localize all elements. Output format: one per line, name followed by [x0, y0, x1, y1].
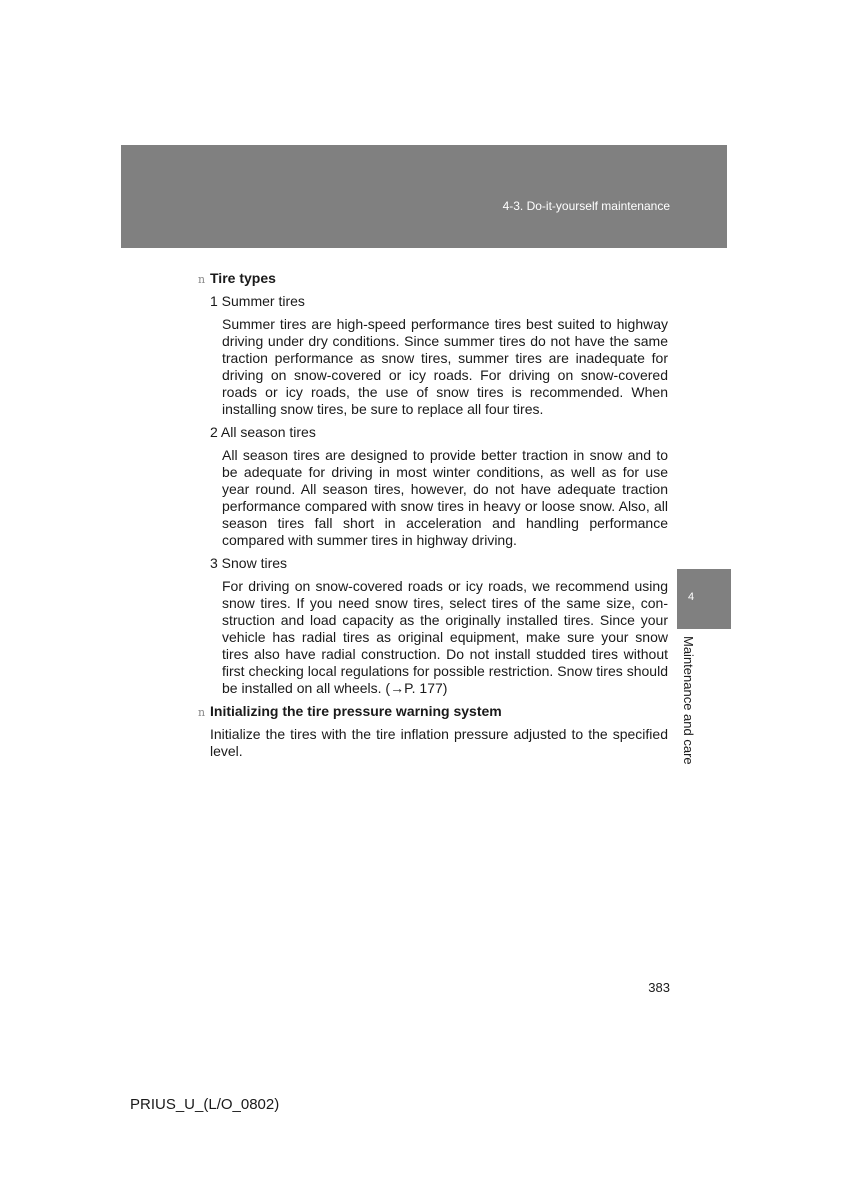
- bullet-icon: n: [198, 273, 206, 286]
- header-bar: [121, 145, 727, 248]
- item-title-all-season: 2 All season tires: [210, 424, 316, 440]
- chapter-number: 4: [688, 591, 695, 603]
- section-body-tpws: Initialize the tires with the tire inflation pressure adjusted to the specified level.: [210, 726, 668, 759]
- section-tire-types: [198, 270, 668, 697]
- chapter-tab[interactable]: [677, 569, 731, 629]
- bullet-icon: n: [198, 706, 206, 719]
- section-title: 4-3. Do-it-yourself maintenance: [502, 199, 670, 213]
- heading-text: Tire types: [210, 270, 276, 286]
- section-heading-tire-types: [198, 270, 668, 287]
- item-body-all-season: All season tires are designed to provide better traction in snow and to be adequate for driving in most winter conditions, as well as for use year round. All season tires, however, do not have adequate traction performance compared with snow tires in heavy or loose snow. Also, all season tires fall short in acceleration and handling performance compared with summer tires in highway driving.: [222, 447, 668, 548]
- heading-text: Initializing the tire pressure warning system: [210, 703, 502, 719]
- item-title-snow: 3 Snow tires: [210, 555, 288, 571]
- item-title-summer: 1 Summer tires: [210, 293, 305, 309]
- chapter-label: Maintenance and care: [681, 636, 696, 765]
- page-content: [198, 270, 668, 766]
- item-body-snow: For driving on snow-covered roads or icy roads, we recommend using snow tires. If you need snow tires, select tires of the same size, con-struction and load capacity as the originally installed tires. Since your vehicle has radial tires as original equipment, make sure your snow tires also have radial construction. Do not install studded tires without first checking local regulations for possible restriction. Snow tires should be installed on all wheels. (→P. 177): [222, 578, 668, 696]
- section-tpws: [198, 703, 668, 760]
- item-body-summer: Summer tires are high-speed performance tires best suited to highway driving under dry conditions. Since summer tires do not have the same traction performance as snow tires, summer tires are inadequate for driving on snow-covered or icy roads. For driving on snow-covered roads or icy roads, the use of snow tires is recommended. When installing snow tires, be sure to replace all four tires.: [222, 316, 668, 417]
- page-number: 383: [648, 980, 670, 995]
- section-heading-tpws: [198, 703, 668, 720]
- footer-code: PRIUS_U_(L/O_0802): [130, 1096, 280, 1113]
